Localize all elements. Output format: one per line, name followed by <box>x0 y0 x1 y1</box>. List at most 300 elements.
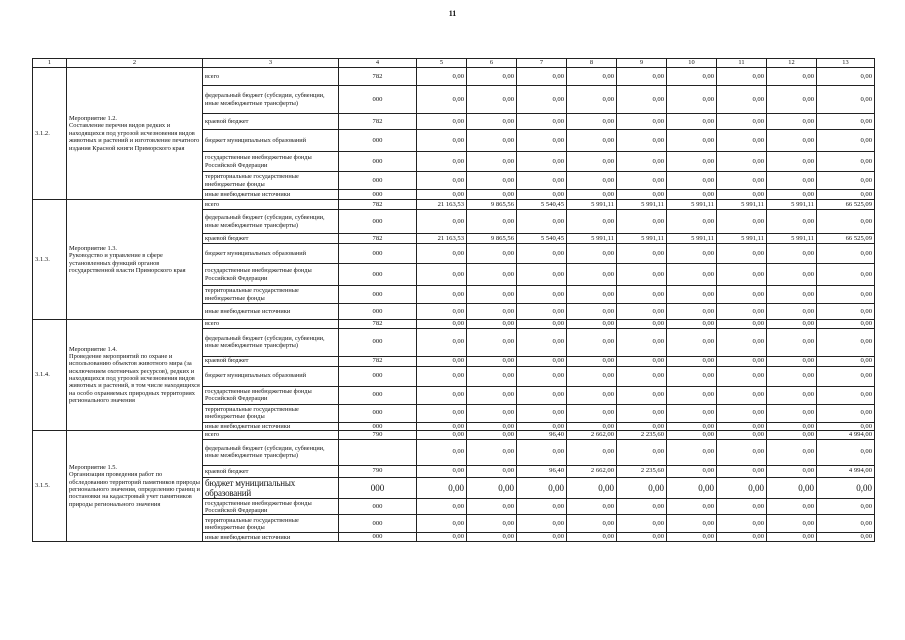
grbs-code: 000 <box>339 86 417 114</box>
page-number: 11 <box>448 9 457 18</box>
grbs-code: 000 <box>339 366 417 386</box>
funding-source: федеральный бюджет (субсидии, субвенции, иные межбюджетные трансферты) <box>203 328 339 356</box>
amount-cell: 5 540,45 <box>517 234 567 244</box>
amount-cell: 0,00 <box>767 68 817 86</box>
amount-cell: 0,00 <box>567 404 617 422</box>
amount-cell: 0,00 <box>417 152 467 172</box>
amount-cell: 0,00 <box>767 465 817 477</box>
funding-source: территориальные государственные внебюджетные фонды <box>203 404 339 422</box>
amount-cell: 0,00 <box>517 286 567 304</box>
amount-cell: 0,00 <box>517 515 567 533</box>
amount-cell: 4 994,00 <box>817 465 875 477</box>
amount-cell: 0,00 <box>717 130 767 152</box>
column-header-3: 3 <box>203 59 339 68</box>
amount-cell: 0,00 <box>567 286 617 304</box>
funding-source: иные внебюджетные источники <box>203 533 339 542</box>
amount-cell: 0,00 <box>767 515 817 533</box>
table-row <box>33 68 875 86</box>
amount-cell: 0,00 <box>467 286 517 304</box>
amount-cell: 2 662,00 <box>567 431 617 440</box>
column-header-1: 1 <box>33 59 67 68</box>
amount-cell: 0,00 <box>617 304 667 320</box>
amount-cell: 0,00 <box>467 422 517 431</box>
amount-cell: 0,00 <box>817 264 875 286</box>
amount-cell: 0,00 <box>417 320 467 329</box>
funding-source: всего <box>203 320 339 329</box>
amount-cell: 0,00 <box>717 366 767 386</box>
amount-cell: 0,00 <box>817 439 875 465</box>
amount-cell: 0,00 <box>667 172 717 190</box>
amount-cell: 0,00 <box>467 366 517 386</box>
amount-cell: 0,00 <box>467 86 517 114</box>
amount-cell: 0,00 <box>767 422 817 431</box>
amount-cell: 0,00 <box>667 286 717 304</box>
column-header-9: 9 <box>617 59 667 68</box>
grbs-code: 000 <box>339 210 417 234</box>
amount-cell: 0,00 <box>567 172 617 190</box>
amount-cell: 0,00 <box>617 422 667 431</box>
amount-cell: 0,00 <box>617 320 667 329</box>
amount-cell: 0,00 <box>817 190 875 200</box>
amount-cell: 0,00 <box>517 533 567 542</box>
amount-cell: 0,00 <box>417 304 467 320</box>
amount-cell: 0,00 <box>517 86 567 114</box>
amount-cell: 0,00 <box>567 386 617 404</box>
amount-cell: 0,00 <box>717 304 767 320</box>
amount-cell: 0,00 <box>467 465 517 477</box>
column-header-4: 4 <box>339 59 417 68</box>
column-header-7: 7 <box>517 59 567 68</box>
funding-source: краевой бюджет <box>203 234 339 244</box>
amount-cell: 0,00 <box>517 320 567 329</box>
grbs-code: 782 <box>339 356 417 366</box>
amount-cell: 0,00 <box>517 356 567 366</box>
amount-cell: 0,00 <box>567 244 617 264</box>
grbs-code: 000 <box>339 386 417 404</box>
measure-name: Мероприятие 1.3. Руководство и управление в сфере установленных функций органов государственной власти Приморского края <box>67 200 203 320</box>
amount-cell: 9 865,56 <box>467 200 517 210</box>
funding-source: государственные внебюджетные фонды Российской Федерации <box>203 499 339 515</box>
amount-cell: 0,00 <box>417 244 467 264</box>
amount-cell: 5 991,11 <box>717 200 767 210</box>
table-row <box>33 200 875 210</box>
measure-code: 3.1.5. <box>33 431 67 542</box>
amount-cell: 0,00 <box>717 244 767 264</box>
amount-cell: 0,00 <box>417 210 467 234</box>
amount-cell: 0,00 <box>617 172 667 190</box>
amount-cell: 0,00 <box>717 190 767 200</box>
amount-cell: 0,00 <box>767 210 817 234</box>
measure-name: Мероприятие 1.4. Проведение мероприятий по охране и использованию объектов животного мира (за исключением охотничьих ресурсов), редких и находящихся под угрозой исчезновения видов животных и растений, в том числе находящихся на особо охраняемых природных территориях регионального значения <box>67 320 203 431</box>
amount-cell: 0,00 <box>767 320 817 329</box>
amount-cell: 0,00 <box>667 465 717 477</box>
amount-cell: 0,00 <box>717 114 767 130</box>
amount-cell: 0,00 <box>767 86 817 114</box>
amount-cell: 0,00 <box>517 477 567 499</box>
amount-cell: 0,00 <box>817 152 875 172</box>
amount-cell: 0,00 <box>567 366 617 386</box>
amount-cell: 0,00 <box>817 515 875 533</box>
amount-cell: 0,00 <box>667 499 717 515</box>
amount-cell: 0,00 <box>417 328 467 356</box>
amount-cell: 0,00 <box>817 210 875 234</box>
amount-cell: 4 994,00 <box>817 431 875 440</box>
amount-cell: 0,00 <box>817 328 875 356</box>
amount-cell: 0,00 <box>667 422 717 431</box>
amount-cell: 0,00 <box>617 264 667 286</box>
funding-source: краевой бюджет <box>203 114 339 130</box>
amount-cell: 0,00 <box>417 356 467 366</box>
amount-cell: 0,00 <box>467 431 517 440</box>
amount-cell: 0,00 <box>717 286 767 304</box>
amount-cell: 0,00 <box>617 477 667 499</box>
amount-cell: 0,00 <box>817 68 875 86</box>
amount-cell: 0,00 <box>667 190 717 200</box>
amount-cell: 0,00 <box>667 210 717 234</box>
amount-cell: 0,00 <box>517 304 567 320</box>
grbs-code: 000 <box>339 404 417 422</box>
amount-cell: 0,00 <box>717 404 767 422</box>
amount-cell: 0,00 <box>467 328 517 356</box>
amount-cell: 0,00 <box>567 477 617 499</box>
amount-cell: 0,00 <box>417 130 467 152</box>
column-header-13: 13 <box>817 59 875 68</box>
amount-cell: 0,00 <box>517 264 567 286</box>
amount-cell: 0,00 <box>667 366 717 386</box>
amount-cell: 5 991,11 <box>767 234 817 244</box>
amount-cell: 2 662,00 <box>567 465 617 477</box>
measure-name: Мероприятие 1.5. Организация проведения работ по обследованию территорий памятников природы регионального значения, определению границ и постановки на кадастровый учет памятников природы регионального значения <box>67 431 203 542</box>
amount-cell: 0,00 <box>767 328 817 356</box>
amount-cell: 0,00 <box>517 68 567 86</box>
funding-source: краевой бюджет <box>203 465 339 477</box>
grbs-code: 790 <box>339 431 417 440</box>
amount-cell: 0,00 <box>417 477 467 499</box>
amount-cell: 0,00 <box>517 190 567 200</box>
funding-source: бюджет муниципальных образований <box>203 130 339 152</box>
amount-cell: 0,00 <box>667 86 717 114</box>
amount-cell: 5 991,11 <box>767 200 817 210</box>
amount-cell: 0,00 <box>567 210 617 234</box>
amount-cell: 0,00 <box>767 130 817 152</box>
amount-cell: 0,00 <box>667 439 717 465</box>
financing-table <box>32 58 875 542</box>
grbs-code: 782 <box>339 234 417 244</box>
amount-cell: 0,00 <box>667 477 717 499</box>
amount-cell: 0,00 <box>717 386 767 404</box>
amount-cell: 0,00 <box>817 244 875 264</box>
amount-cell: 0,00 <box>667 152 717 172</box>
amount-cell: 5 991,11 <box>617 234 667 244</box>
amount-cell: 0,00 <box>467 68 517 86</box>
funding-source: иные внебюджетные источники <box>203 304 339 320</box>
amount-cell: 0,00 <box>567 356 617 366</box>
table-row <box>33 320 875 329</box>
amount-cell: 0,00 <box>417 68 467 86</box>
amount-cell: 0,00 <box>817 366 875 386</box>
grbs-code: 782 <box>339 68 417 86</box>
amount-cell: 0,00 <box>467 533 517 542</box>
funding-source: государственные внебюджетные фонды Российской Федерации <box>203 152 339 172</box>
amount-cell: 0,00 <box>667 320 717 329</box>
measure-code: 3.1.4. <box>33 320 67 431</box>
amount-cell: 0,00 <box>617 328 667 356</box>
measure-code: 3.1.3. <box>33 200 67 320</box>
amount-cell: 0,00 <box>667 264 717 286</box>
amount-cell: 0,00 <box>567 328 617 356</box>
amount-cell: 0,00 <box>667 431 717 440</box>
amount-cell: 5 991,11 <box>717 234 767 244</box>
amount-cell: 66 525,09 <box>817 200 875 210</box>
grbs-code: 000 <box>339 244 417 264</box>
amount-cell: 21 163,53 <box>417 234 467 244</box>
amount-cell: 0,00 <box>617 152 667 172</box>
amount-cell: 0,00 <box>817 477 875 499</box>
grbs-code: 000 <box>339 422 417 431</box>
grbs-code: 000 <box>339 328 417 356</box>
amount-cell: 0,00 <box>617 68 667 86</box>
amount-cell: 0,00 <box>617 86 667 114</box>
amount-cell: 0,00 <box>717 172 767 190</box>
amount-cell: 0,00 <box>767 431 817 440</box>
amount-cell: 0,00 <box>667 68 717 86</box>
amount-cell: 0,00 <box>767 190 817 200</box>
column-header-5: 5 <box>417 59 467 68</box>
amount-cell: 0,00 <box>717 152 767 172</box>
amount-cell: 0,00 <box>717 465 767 477</box>
funding-source: всего <box>203 431 339 440</box>
amount-cell: 0,00 <box>567 499 617 515</box>
measure-code: 3.1.2. <box>33 68 67 200</box>
amount-cell: 0,00 <box>467 210 517 234</box>
amount-cell: 0,00 <box>817 130 875 152</box>
grbs-code: 000 <box>339 477 417 499</box>
amount-cell: 5 991,11 <box>667 200 717 210</box>
amount-cell: 0,00 <box>767 152 817 172</box>
amount-cell: 0,00 <box>417 431 467 440</box>
measure-name: Мероприятие 1.2. Составление перечня видов редких и находящихся под угрозой исчезновения видов животных и растений и изготовление печатного издания Красной книги Приморского края <box>67 68 203 200</box>
amount-cell: 0,00 <box>567 439 617 465</box>
funding-source: федеральный бюджет (субсидии, субвенции, иные межбюджетные трансферты) <box>203 86 339 114</box>
amount-cell: 0,00 <box>517 422 567 431</box>
funding-source: федеральный бюджет (субсидии, субвенции, иные межбюджетные трансферты) <box>203 439 339 465</box>
column-header-11: 11 <box>717 59 767 68</box>
funding-source: государственные внебюджетные фонды Российской Федерации <box>203 264 339 286</box>
amount-cell: 0,00 <box>467 404 517 422</box>
amount-cell: 21 163,53 <box>417 200 467 210</box>
amount-cell: 0,00 <box>767 439 817 465</box>
amount-cell: 0,00 <box>817 86 875 114</box>
amount-cell: 0,00 <box>417 404 467 422</box>
amount-cell: 0,00 <box>617 386 667 404</box>
amount-cell: 0,00 <box>717 499 767 515</box>
amount-cell: 0,00 <box>717 356 767 366</box>
amount-cell: 0,00 <box>767 286 817 304</box>
amount-cell: 0,00 <box>517 172 567 190</box>
amount-cell: 0,00 <box>617 130 667 152</box>
amount-cell: 0,00 <box>717 86 767 114</box>
amount-cell: 0,00 <box>667 404 717 422</box>
grbs-code: 000 <box>339 190 417 200</box>
amount-cell: 0,00 <box>417 465 467 477</box>
amount-cell: 0,00 <box>817 533 875 542</box>
grbs-code: 000 <box>339 286 417 304</box>
amount-cell: 0,00 <box>417 533 467 542</box>
funding-source: всего <box>203 200 339 210</box>
amount-cell: 0,00 <box>617 190 667 200</box>
amount-cell: 0,00 <box>767 386 817 404</box>
table-body <box>33 68 875 542</box>
amount-cell: 5 991,11 <box>567 200 617 210</box>
amount-cell: 5 991,11 <box>667 234 717 244</box>
amount-cell: 0,00 <box>767 356 817 366</box>
amount-cell: 0,00 <box>517 439 567 465</box>
amount-cell: 0,00 <box>817 386 875 404</box>
amount-cell: 0,00 <box>467 439 517 465</box>
amount-cell: 0,00 <box>517 130 567 152</box>
amount-cell: 0,00 <box>767 477 817 499</box>
amount-cell: 0,00 <box>517 404 567 422</box>
amount-cell: 0,00 <box>817 404 875 422</box>
amount-cell: 0,00 <box>617 114 667 130</box>
amount-cell: 0,00 <box>717 439 767 465</box>
header-row <box>33 59 875 68</box>
amount-cell: 0,00 <box>467 114 517 130</box>
funding-source: бюджет муниципальных образований <box>203 477 339 499</box>
amount-cell: 0,00 <box>567 114 617 130</box>
grbs-code: 782 <box>339 320 417 329</box>
amount-cell: 0,00 <box>717 328 767 356</box>
amount-cell: 0,00 <box>417 190 467 200</box>
amount-cell: 0,00 <box>417 366 467 386</box>
grbs-code: 000 <box>339 130 417 152</box>
amount-cell: 0,00 <box>567 264 617 286</box>
amount-cell: 0,00 <box>717 68 767 86</box>
grbs-code: 000 <box>339 533 417 542</box>
amount-cell: 0,00 <box>767 533 817 542</box>
amount-cell: 0,00 <box>467 152 517 172</box>
amount-cell: 0,00 <box>517 210 567 234</box>
amount-cell: 0,00 <box>467 477 517 499</box>
funding-source: иные внебюджетные источники <box>203 190 339 200</box>
amount-cell: 0,00 <box>667 304 717 320</box>
amount-cell: 0,00 <box>517 152 567 172</box>
grbs-code: 782 <box>339 200 417 210</box>
funding-source: бюджет муниципальных образований <box>203 366 339 386</box>
amount-cell: 0,00 <box>717 533 767 542</box>
amount-cell: 0,00 <box>417 515 467 533</box>
amount-cell: 0,00 <box>517 328 567 356</box>
amount-cell: 0,00 <box>417 499 467 515</box>
amount-cell: 0,00 <box>517 499 567 515</box>
amount-cell: 0,00 <box>567 190 617 200</box>
funding-source: федеральный бюджет (субсидии, субвенции, иные межбюджетные трансферты) <box>203 210 339 234</box>
column-header-12: 12 <box>767 59 817 68</box>
funding-source: краевой бюджет <box>203 356 339 366</box>
amount-cell: 9 865,56 <box>467 234 517 244</box>
amount-cell: 0,00 <box>617 404 667 422</box>
grbs-code <box>339 439 417 465</box>
amount-cell: 0,00 <box>467 320 517 329</box>
amount-cell: 0,00 <box>567 130 617 152</box>
amount-cell: 96,40 <box>517 431 567 440</box>
amount-cell: 0,00 <box>817 172 875 190</box>
amount-cell: 0,00 <box>567 320 617 329</box>
amount-cell: 0,00 <box>567 68 617 86</box>
grbs-code: 000 <box>339 264 417 286</box>
amount-cell: 0,00 <box>667 515 717 533</box>
amount-cell: 0,00 <box>617 244 667 264</box>
amount-cell: 0,00 <box>517 366 567 386</box>
amount-cell: 0,00 <box>717 210 767 234</box>
amount-cell: 0,00 <box>767 404 817 422</box>
amount-cell: 0,00 <box>767 172 817 190</box>
grbs-code: 000 <box>339 172 417 190</box>
amount-cell: 0,00 <box>817 356 875 366</box>
amount-cell: 0,00 <box>467 386 517 404</box>
amount-cell: 0,00 <box>467 304 517 320</box>
amount-cell: 0,00 <box>467 172 517 190</box>
amount-cell: 0,00 <box>467 244 517 264</box>
amount-cell: 0,00 <box>717 320 767 329</box>
column-header-2: 2 <box>67 59 203 68</box>
amount-cell: 0,00 <box>467 130 517 152</box>
amount-cell: 0,00 <box>567 533 617 542</box>
amount-cell: 0,00 <box>417 86 467 114</box>
amount-cell: 0,00 <box>767 244 817 264</box>
amount-cell: 0,00 <box>767 499 817 515</box>
amount-cell: 0,00 <box>617 515 667 533</box>
amount-cell: 0,00 <box>617 499 667 515</box>
grbs-code: 000 <box>339 499 417 515</box>
amount-cell: 96,40 <box>517 465 567 477</box>
amount-cell: 0,00 <box>467 499 517 515</box>
amount-cell: 0,00 <box>667 356 717 366</box>
amount-cell: 0,00 <box>767 304 817 320</box>
amount-cell: 0,00 <box>817 114 875 130</box>
funding-source: территориальные государственные внебюджетные фонды <box>203 286 339 304</box>
amount-cell: 0,00 <box>617 210 667 234</box>
amount-cell: 2 235,60 <box>617 431 667 440</box>
amount-cell: 66 525,09 <box>817 234 875 244</box>
funding-source: государственные внебюджетные фонды Российской Федерации <box>203 386 339 404</box>
amount-cell: 0,00 <box>667 533 717 542</box>
grbs-code: 000 <box>339 515 417 533</box>
grbs-code: 000 <box>339 152 417 172</box>
amount-cell: 0,00 <box>417 386 467 404</box>
amount-cell: 0,00 <box>817 286 875 304</box>
column-header-10: 10 <box>667 59 717 68</box>
amount-cell: 0,00 <box>517 114 567 130</box>
amount-cell: 0,00 <box>517 244 567 264</box>
amount-cell: 0,00 <box>617 356 667 366</box>
amount-cell: 5 991,11 <box>567 234 617 244</box>
amount-cell: 0,00 <box>417 422 467 431</box>
grbs-code: 782 <box>339 114 417 130</box>
amount-cell: 0,00 <box>417 114 467 130</box>
amount-cell: 0,00 <box>667 328 717 356</box>
amount-cell: 0,00 <box>667 244 717 264</box>
grbs-code: 000 <box>339 304 417 320</box>
column-header-8: 8 <box>567 59 617 68</box>
amount-cell: 0,00 <box>717 422 767 431</box>
amount-cell: 0,00 <box>767 114 817 130</box>
grbs-code: 790 <box>339 465 417 477</box>
amount-cell: 0,00 <box>567 152 617 172</box>
amount-cell: 0,00 <box>817 422 875 431</box>
amount-cell: 0,00 <box>417 439 467 465</box>
amount-cell: 0,00 <box>617 286 667 304</box>
